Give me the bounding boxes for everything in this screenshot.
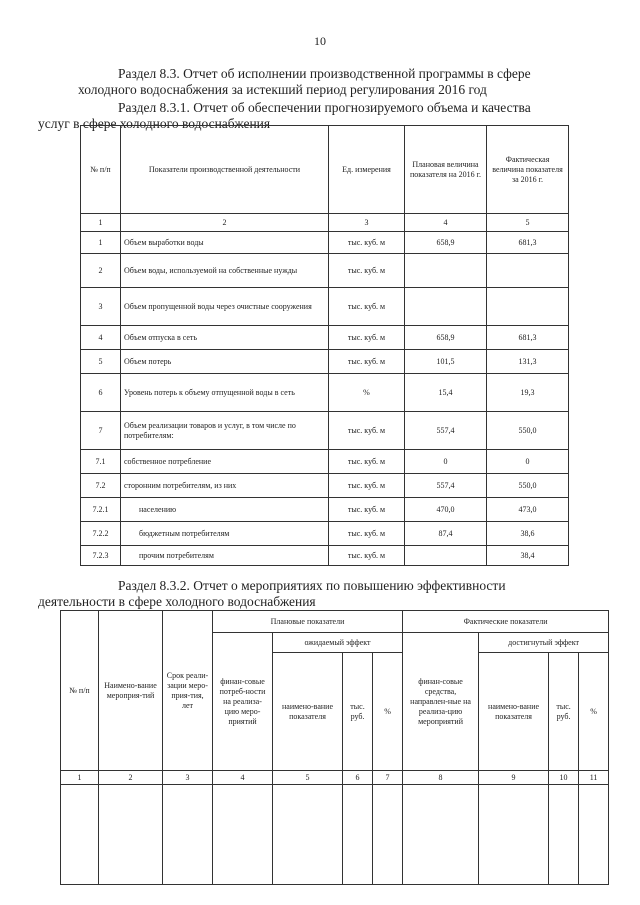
row-plan	[405, 254, 487, 288]
table2-header-plan-finance: финан-совые потреб-ности на реализа-цию меро-приятий	[213, 633, 273, 771]
table2-cell	[163, 785, 213, 885]
table2-header-num: № п/п	[61, 611, 99, 771]
row-num: 7.2.2	[81, 522, 121, 546]
row-plan	[405, 288, 487, 326]
table1-colnum: 1	[81, 214, 121, 232]
table2-colnum: 9	[479, 771, 549, 785]
table2-colnum-row	[61, 771, 609, 785]
table2-empty-row	[61, 785, 609, 885]
table2-cell	[373, 785, 403, 885]
row-fact: 38,6	[487, 522, 569, 546]
row-unit: тыс. куб. м	[329, 326, 405, 350]
table2-header-row-1	[61, 611, 609, 633]
row-fact: 681,3	[487, 232, 569, 254]
table1-header-fact: Фактическая величина показателя за 2016 г.	[487, 126, 569, 214]
table2-cell	[99, 785, 163, 885]
table1-colnum: 4	[405, 214, 487, 232]
table2-colnum: 11	[579, 771, 609, 785]
table2-colnum: 4	[213, 771, 273, 785]
row-num: 7.1	[81, 450, 121, 474]
row-indicator: сторонним потребителям, из них	[121, 474, 329, 498]
table2-cell	[343, 785, 373, 885]
row-num: 4	[81, 326, 121, 350]
section-8-3-line2: холодного водоснабжения за истекший период регулирования 2016 год	[78, 82, 487, 97]
table2-colnum: 1	[61, 771, 99, 785]
row-unit: тыс. куб. м	[329, 288, 405, 326]
table2-header-indicator-plan: наимено-вание показателя	[273, 653, 343, 771]
section-8-3-1-line2: услуг в сфере холодного водоснабжения	[38, 116, 271, 131]
table1-colnum: 5	[487, 214, 569, 232]
table2-cell	[403, 785, 479, 885]
table2-header-name: Наимено-вание мероприя-тий	[99, 611, 163, 771]
row-indicator: Объем пропущенной воды через очистные сооружения	[121, 288, 329, 326]
section-8-3-2-line1: Раздел 8.3.2. Отчет о мероприятиях по повышению эффективности	[118, 578, 506, 593]
table2-cell	[549, 785, 579, 885]
table2-header-fact-finance: финан-совые средства, направлен-ные на реализа-цию мероприятий	[403, 633, 479, 771]
production-indicators-table	[80, 125, 569, 566]
section-8-3-heading	[78, 66, 566, 98]
row-unit: тыс. куб. м	[329, 522, 405, 546]
table2-header-pct-fact: %	[579, 653, 609, 771]
table2-cell	[273, 785, 343, 885]
table1-colnum: 3	[329, 214, 405, 232]
row-unit: тыс. куб. м	[329, 412, 405, 450]
table2-colnum: 6	[343, 771, 373, 785]
row-plan: 15,4	[405, 374, 487, 412]
table2-colnum: 3	[163, 771, 213, 785]
row-num: 7.2.1	[81, 498, 121, 522]
table-row	[81, 412, 569, 450]
row-fact: 38,4	[487, 546, 569, 566]
table1-header-plan: Плановая величина показателя на 2016 г.	[405, 126, 487, 214]
table2-colnum: 5	[273, 771, 343, 785]
table1-colnum-row	[81, 214, 569, 232]
table2-cell	[61, 785, 99, 885]
row-indicator: населению	[121, 498, 329, 522]
table2-header-fact: Фактические показатели	[403, 611, 609, 633]
table-row	[81, 474, 569, 498]
row-num: 3	[81, 288, 121, 326]
table2-header-expected-effect: ожидаемый эффект	[273, 633, 403, 653]
row-num: 7	[81, 412, 121, 450]
table2-header-indicator-fact: наимено-вание показателя	[479, 653, 549, 771]
row-plan: 658,9	[405, 326, 487, 350]
row-fact: 0	[487, 450, 569, 474]
efficiency-measures-table	[60, 610, 609, 885]
row-plan: 0	[405, 450, 487, 474]
section-8-3-line1: Раздел 8.3. Отчет об исполнении производственной программы в сфере	[118, 66, 531, 81]
table2-cell	[579, 785, 609, 885]
row-indicator: бюджетным потребителям	[121, 522, 329, 546]
row-plan: 101,5	[405, 350, 487, 374]
table2-header-term: Срок реали-зации меро-прия-тия, лет	[163, 611, 213, 771]
row-unit: тыс. куб. м	[329, 350, 405, 374]
row-indicator: Объем отпуска в сеть	[121, 326, 329, 350]
table2-header-rub-fact: тыс. руб.	[549, 653, 579, 771]
row-indicator: Объем реализации товаров и услуг, в том числе по потребителям:	[121, 412, 329, 450]
table-row	[81, 498, 569, 522]
table2-header-rub-plan: тыс. руб.	[343, 653, 373, 771]
row-fact	[487, 288, 569, 326]
table2-colnum: 7	[373, 771, 403, 785]
row-plan: 557,4	[405, 412, 487, 450]
row-num: 1	[81, 232, 121, 254]
table2-colnum: 8	[403, 771, 479, 785]
row-plan: 557,4	[405, 474, 487, 498]
table-row	[81, 522, 569, 546]
table1-header-unit: Ед. измерения	[329, 126, 405, 214]
table2-colnum: 10	[549, 771, 579, 785]
row-indicator: собственное потребление	[121, 450, 329, 474]
row-unit: тыс. куб. м	[329, 232, 405, 254]
row-num: 5	[81, 350, 121, 374]
table1-header-num: № п/п	[81, 126, 121, 214]
table2-header-plan: Плановые показатели	[213, 611, 403, 633]
table-row	[81, 288, 569, 326]
row-indicator: Объем выработки воды	[121, 232, 329, 254]
row-plan: 658,9	[405, 232, 487, 254]
table-row	[81, 450, 569, 474]
row-fact: 681,3	[487, 326, 569, 350]
row-unit: тыс. куб. м	[329, 450, 405, 474]
table2-colnum: 2	[99, 771, 163, 785]
row-plan: 87,4	[405, 522, 487, 546]
row-plan	[405, 546, 487, 566]
table2-header-achieved-effect: достигнутый эффект	[479, 633, 609, 653]
table1-colnum: 2	[121, 214, 329, 232]
table-row	[81, 546, 569, 566]
row-indicator: Объем воды, используемой на собственные нужды	[121, 254, 329, 288]
section-8-3-2-line2: деятельности в сфере холодного водоснабжения	[38, 594, 316, 609]
table2-cell	[213, 785, 273, 885]
table-row	[81, 232, 569, 254]
table-row	[81, 374, 569, 412]
row-fact: 550,0	[487, 412, 569, 450]
page-number: 10	[314, 34, 326, 48]
row-fact: 473,0	[487, 498, 569, 522]
row-fact: 19,3	[487, 374, 569, 412]
row-num: 6	[81, 374, 121, 412]
row-indicator: прочим потребителям	[121, 546, 329, 566]
table1-header-indicator: Показатели производственной деятельности	[121, 126, 329, 214]
table2-header-pct-plan: %	[373, 653, 403, 771]
table2-cell	[479, 785, 549, 885]
section-8-3-2-heading	[38, 578, 566, 610]
row-unit: тыс. куб. м	[329, 474, 405, 498]
row-unit: %	[329, 374, 405, 412]
row-num: 2	[81, 254, 121, 288]
table-row	[81, 254, 569, 288]
row-num: 7.2	[81, 474, 121, 498]
row-fact: 550,0	[487, 474, 569, 498]
table1-header-row	[81, 126, 569, 214]
section-8-3-1-line1: Раздел 8.3.1. Отчет об обеспечении прогнозируемого объема и качества	[118, 100, 531, 115]
row-unit: тыс. куб. м	[329, 498, 405, 522]
row-fact	[487, 254, 569, 288]
row-indicator: Объем потерь	[121, 350, 329, 374]
row-indicator: Уровень потерь к объему отпущенной воды в сеть	[121, 374, 329, 412]
row-unit: тыс. куб. м	[329, 546, 405, 566]
row-unit: тыс. куб. м	[329, 254, 405, 288]
row-fact: 131,3	[487, 350, 569, 374]
table-row	[81, 326, 569, 350]
table-row	[81, 350, 569, 374]
row-num: 7.2.3	[81, 546, 121, 566]
row-plan: 470,0	[405, 498, 487, 522]
